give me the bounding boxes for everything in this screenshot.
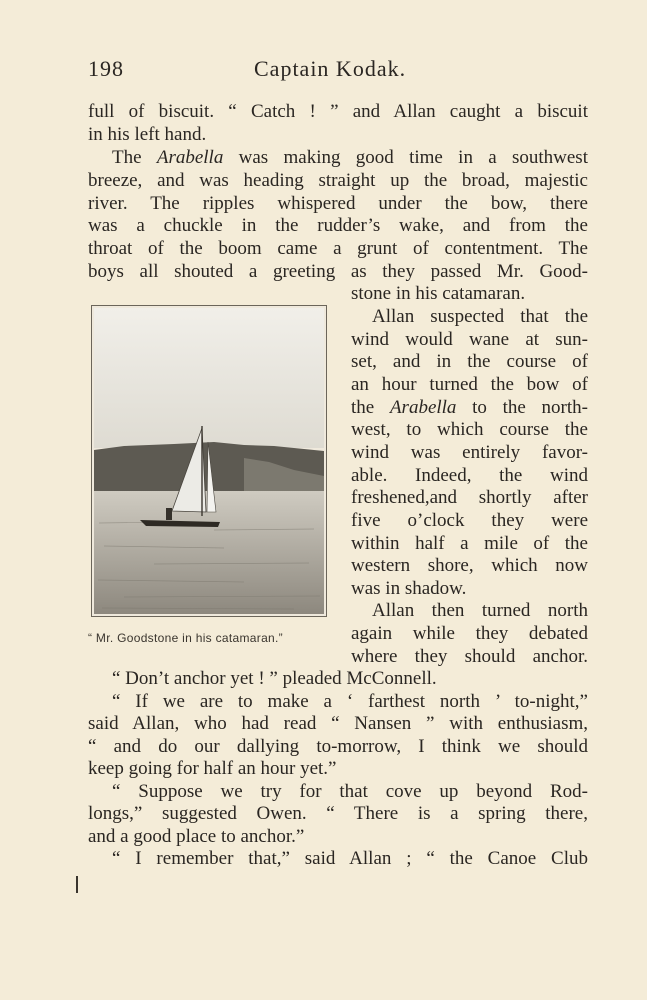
- text-span: the: [351, 397, 390, 418]
- text-line: [372, 306, 588, 329]
- text-span: The: [112, 147, 157, 168]
- text-span: within half a mile of the: [351, 533, 588, 554]
- text-span: western shore, which now: [351, 555, 588, 576]
- sailboat-illustration: [94, 308, 324, 614]
- page-number: 198: [88, 56, 124, 81]
- page-header: [88, 56, 588, 86]
- text-line: [88, 261, 588, 284]
- text-line: [88, 215, 588, 238]
- text-span: and a good place to anchor.”: [88, 826, 305, 847]
- text-span: Allan suspected that the: [372, 306, 588, 327]
- italic-text: Arabella: [156, 147, 224, 168]
- text-line: [88, 101, 588, 124]
- text-line: [88, 193, 588, 216]
- text-span: wind would wane at sun-: [351, 329, 588, 350]
- text-span: was in shadow.: [351, 578, 467, 599]
- text-span: where they should anchor.: [351, 646, 588, 667]
- margin-mark: [76, 876, 78, 893]
- text-line: [112, 848, 588, 871]
- text-line: [351, 283, 588, 306]
- text-span: in his left hand.: [88, 124, 207, 145]
- catamaran-photo: [91, 305, 327, 617]
- text-line: [112, 781, 588, 804]
- text-span: an hour turned the bow of: [351, 374, 588, 395]
- text-span: boys all shouted a greeting as they passed Mr. Good-: [88, 261, 588, 282]
- sky: [94, 308, 324, 448]
- text-line: [88, 736, 588, 759]
- figure-caption: “ Mr. Goodstone in his catamaran.”: [88, 631, 283, 645]
- text-span: five o’clock they were: [351, 510, 588, 531]
- text-span: “ If we are to make a ‘ farthest north ’ to-night,”: [112, 691, 588, 712]
- text-line: [88, 758, 588, 781]
- text-span: able. Indeed, the wind: [351, 465, 588, 486]
- text-span: was making good time in a southwest: [223, 147, 588, 168]
- text-span: “ Suppose we try for that cove up beyond Rod-: [112, 781, 588, 802]
- text-span: stone in his catamaran.: [351, 283, 526, 304]
- text-line: [88, 803, 588, 826]
- text-line: [88, 238, 588, 261]
- italic-text: Arabella: [389, 397, 457, 418]
- running-title: Captain Kodak.: [254, 56, 407, 81]
- text-line: [88, 170, 588, 193]
- text-span: longs,” suggested Owen. “ There is a spring there,: [88, 803, 588, 824]
- text-line: [351, 487, 588, 510]
- text-span: “ I remember that,” said Allan ; “ the Canoe Club: [112, 848, 588, 869]
- text-span: “ and do our dallying to-morrow, I think we should: [88, 736, 588, 757]
- text-span: full of biscuit. “ Catch ! ” and Allan caught a biscuit: [88, 101, 588, 122]
- text-line: [88, 826, 588, 849]
- text-line: [351, 329, 588, 352]
- text-span: “ Don’t anchor yet ! ” pleaded McConnell.: [112, 668, 437, 689]
- text-span: keep going for half an hour yet.”: [88, 758, 337, 779]
- text-line: [351, 646, 588, 669]
- text-line: [112, 691, 588, 714]
- text-line: [112, 668, 588, 691]
- sailor: [166, 508, 172, 520]
- text-span: set, and in the course of: [351, 351, 588, 372]
- text-line: [351, 555, 588, 578]
- text-line: [351, 623, 588, 646]
- text-span: Allan then turned north: [372, 600, 588, 621]
- text-span: again while they debated: [351, 623, 588, 644]
- text-span: river. The ripples whispered under the bow, there: [88, 193, 588, 214]
- text-span: said Allan, who had read “ Nansen ” with enthusiasm,: [88, 713, 588, 734]
- text-span: throat of the boom came a grunt of contentment. The: [88, 238, 588, 259]
- text-line: [351, 351, 588, 374]
- text-line: [351, 578, 588, 601]
- text-span: was a chuckle in the rudder’s wake, and from the: [88, 215, 588, 236]
- text-span: to the north-: [456, 397, 588, 418]
- text-line: [351, 533, 588, 556]
- text-line: [112, 147, 588, 170]
- text-line: [88, 713, 588, 736]
- text-span: west, to which course the: [351, 419, 588, 440]
- text-line: [88, 124, 588, 147]
- text-span: freshened,and shortly after: [351, 487, 588, 508]
- text-line: [351, 419, 588, 442]
- text-span: wind was entirely favor-: [351, 442, 588, 463]
- text-span: breeze, and was heading straight up the broad, majestic: [88, 170, 588, 191]
- text-line: [351, 510, 588, 533]
- text-line: [372, 600, 588, 623]
- text-line: [351, 397, 588, 420]
- text-line: [351, 465, 588, 488]
- text-line: [351, 442, 588, 465]
- text-line: [351, 374, 588, 397]
